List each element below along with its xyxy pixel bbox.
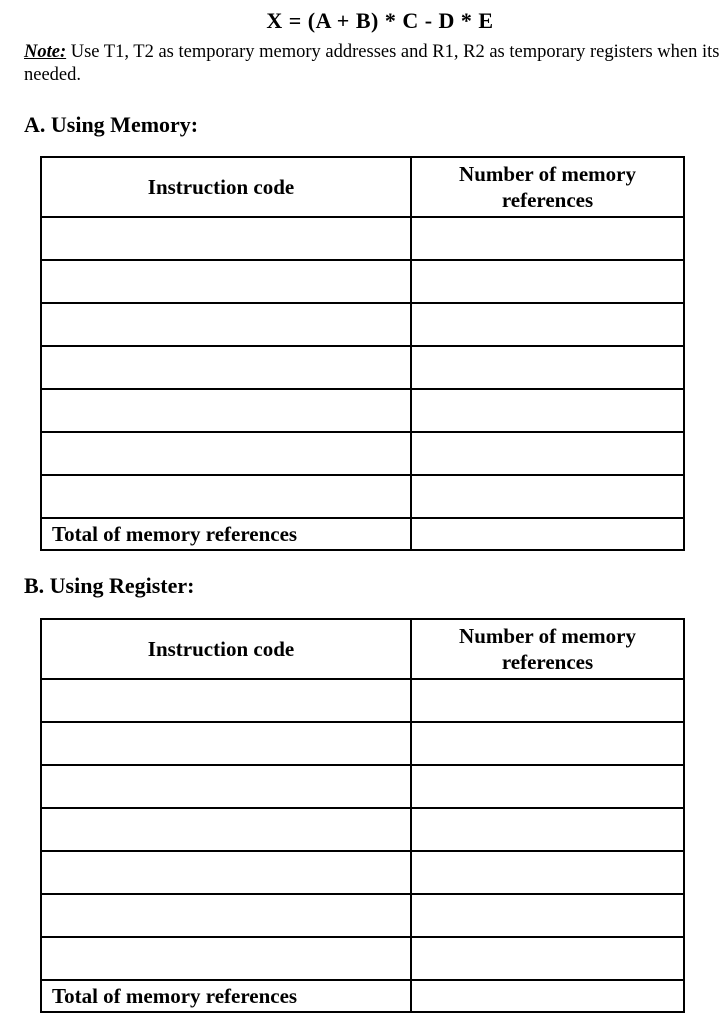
references-cell[interactable] [411,851,684,894]
memory-references-header: Number of memory references [411,157,684,217]
instruction-cell[interactable] [41,937,411,980]
table-row [41,765,684,808]
instruction-cell[interactable] [41,765,411,808]
references-cell[interactable] [411,722,684,765]
register-table [40,618,685,1013]
note-paragraph [24,41,724,87]
table-row [41,389,684,432]
table-row [41,808,684,851]
total-memory-references-label: Total of memory references [41,980,411,1012]
instruction-cell[interactable] [41,303,411,346]
section-a-title: A. Using Memory: [24,112,199,137]
table-row [41,475,684,518]
references-cell[interactable] [411,432,684,475]
table-row [41,894,684,937]
references-cell[interactable] [411,679,684,722]
equation-title: X = (A + B) * C - D * E [266,8,494,33]
references-cell[interactable] [411,894,684,937]
section-b-title: B. Using Register: [24,573,195,598]
instruction-cell[interactable] [41,808,411,851]
total-row [41,980,684,1012]
instruction-cell[interactable] [41,851,411,894]
table-row [41,679,684,722]
instruction-code-header: Instruction code [41,157,411,217]
memory-table [40,156,685,551]
note-text: Use T1, T2 as temporary memory addresses and R1, R2 as temporary registers when its needed. [24,42,720,85]
table-row [41,722,684,765]
references-cell[interactable] [411,937,684,980]
memory-references-header: Number of memory references [411,619,684,679]
references-cell[interactable] [411,260,684,303]
table-header-row [41,157,684,217]
instruction-cell[interactable] [41,389,411,432]
instruction-cell[interactable] [41,679,411,722]
table-row [41,217,684,260]
instruction-cell[interactable] [41,217,411,260]
references-cell[interactable] [411,346,684,389]
table-row [41,432,684,475]
table-row [41,346,684,389]
instruction-cell[interactable] [41,346,411,389]
references-cell[interactable] [411,808,684,851]
references-cell[interactable] [411,217,684,260]
instruction-code-header: Instruction code [41,619,411,679]
table-row [41,260,684,303]
references-cell[interactable] [411,389,684,432]
instruction-cell[interactable] [41,432,411,475]
table-row [41,851,684,894]
instruction-cell[interactable] [41,722,411,765]
instruction-cell[interactable] [41,475,411,518]
total-references-cell[interactable] [411,980,684,1012]
references-cell[interactable] [411,475,684,518]
table-row [41,303,684,346]
total-references-cell[interactable] [411,518,684,550]
references-cell[interactable] [411,303,684,346]
instruction-cell[interactable] [41,894,411,937]
table-row [41,937,684,980]
instruction-cell[interactable] [41,260,411,303]
total-row [41,518,684,550]
table-header-row [41,619,684,679]
total-memory-references-label: Total of memory references [41,518,411,550]
references-cell[interactable] [411,765,684,808]
note-label: Note: [24,42,67,62]
